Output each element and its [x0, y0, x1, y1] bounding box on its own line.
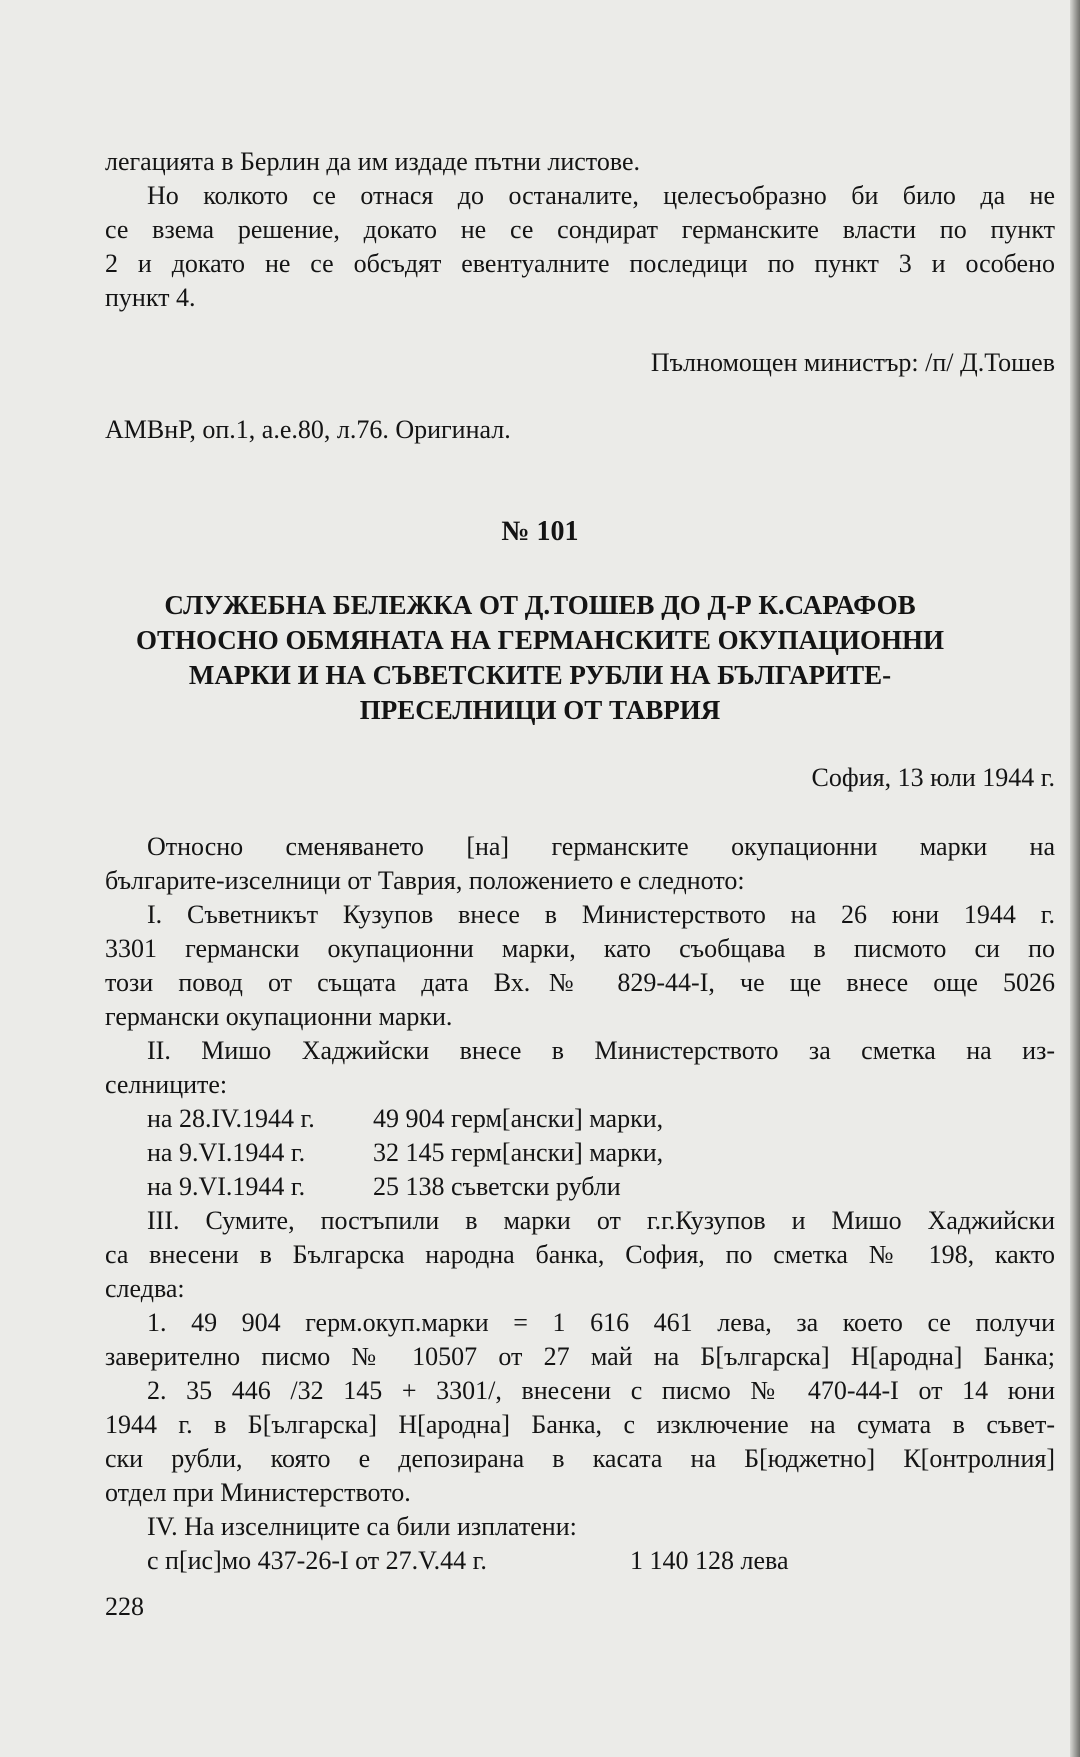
document-title-line: МАРКИ И НА СЪВЕТСКИТЕ РУБЛИ НА БЪЛГАРИТЕ- [188, 660, 892, 690]
payment-amount: 1 140 128 лева [630, 1546, 789, 1575]
text-line: Но колкото се отнася до останалите, целесъобразно би било да не [147, 181, 1055, 210]
text-line: отдел при Министерството. [105, 1478, 411, 1507]
text-line: Относно сменяването [на] германските окупационни марки на [147, 832, 1055, 861]
text-line: 2 и докато не се обсъдят евентуалните последици по пункт 3 и особено [105, 249, 1055, 278]
text-line: следва: [105, 1274, 185, 1303]
deposit-date: на 28.IV.1944 г. [147, 1104, 315, 1133]
deposit-date: на 9.VI.1944 г. [147, 1138, 306, 1167]
text-line: I. Съветникът Кузупов внесе в Министерството на 26 юни 1944 г. [147, 900, 1055, 929]
document-title-line: ОТНОСНО ОБМЯНАТА НА ГЕРМАНСКИТЕ ОКУПАЦИОННИ [135, 625, 945, 655]
document-number: № 101 [501, 516, 579, 547]
deposit-amount: 49 904 герм[ански] марки, [373, 1104, 664, 1133]
text-line: този повод от същата дата Вх.№ 829-44-I, че ще внесе още 5026 [105, 968, 1055, 997]
text-line: III. Сумите, постъпили в марки от г.г.Кузупов и Мишо Хаджийски [147, 1206, 1055, 1235]
deposit-amount: 32 145 герм[ански] марки, [373, 1138, 664, 1167]
text-line: 1. 49 904 герм.окуп.марки = 1 616 461 лева, за което се получи [147, 1308, 1055, 1337]
payment-reference: с п[ис]мо 437-26-I от 27.V.44 г. [147, 1546, 487, 1575]
deposit-amount: 25 138 съветски рубли [373, 1172, 621, 1201]
text-line: 2. 35 446 /32 145 + 3301/, внесени с писмо № 470-44-I от 14 юни [147, 1376, 1055, 1405]
page-number: 228 [105, 1592, 144, 1621]
text-line: 3301 германски окупационни марки, като съобщава в писмото си по [105, 934, 1055, 963]
signature-line: Пълномощен министър: /п/ Д.Тошев [650, 348, 1055, 377]
deposit-date: на 9.VI.1944 г. [147, 1172, 306, 1201]
document-title-line: ПРЕСЕЛНИЦИ ОТ ТАВРИЯ [359, 695, 721, 725]
text-line: се взема решение, докато не се сондират германските власти по пункт [105, 215, 1055, 244]
text-line: заверително писмо № 10507 от 27 май на Б[ългарска] Н[ародна] Банка; [105, 1342, 1055, 1371]
text-line: германски окупационни марки. [105, 1002, 453, 1031]
text-line: пункт 4. [105, 283, 196, 312]
text-line: IV. На изселниците са били изплатени: [147, 1512, 577, 1541]
document-title-line: СЛУЖЕБНА БЕЛЕЖКА ОТ Д.ТОШЕВ ДО Д-Р К.САРАФОВ [164, 590, 916, 620]
text-line: са внесени в Българска народна банка, София, по сметка № 198, както [105, 1240, 1055, 1269]
text-line: ски рубли, която е депозирана в касата на Б[юджетно] К[онтролния] [105, 1444, 1055, 1473]
text-line: българите-изселници от Таврия, положението е следното: [105, 866, 745, 895]
text-line: легацията в Берлин да им издаде пътни листове. [105, 147, 640, 176]
archive-reference: АМВнР, оп.1, а.е.80, л.76. Оригинал. [105, 415, 511, 444]
text-line: селниците: [105, 1070, 228, 1099]
document-date: София, 13 юли 1944 г. [811, 763, 1055, 792]
text-line: II. Мишо Хаджийски внесе в Министерството за сметка на из- [147, 1036, 1055, 1065]
text-line: 1944 г. в Б[ългарска] Н[ародна] Банка, с изключение на сумата в съвет- [105, 1410, 1055, 1439]
